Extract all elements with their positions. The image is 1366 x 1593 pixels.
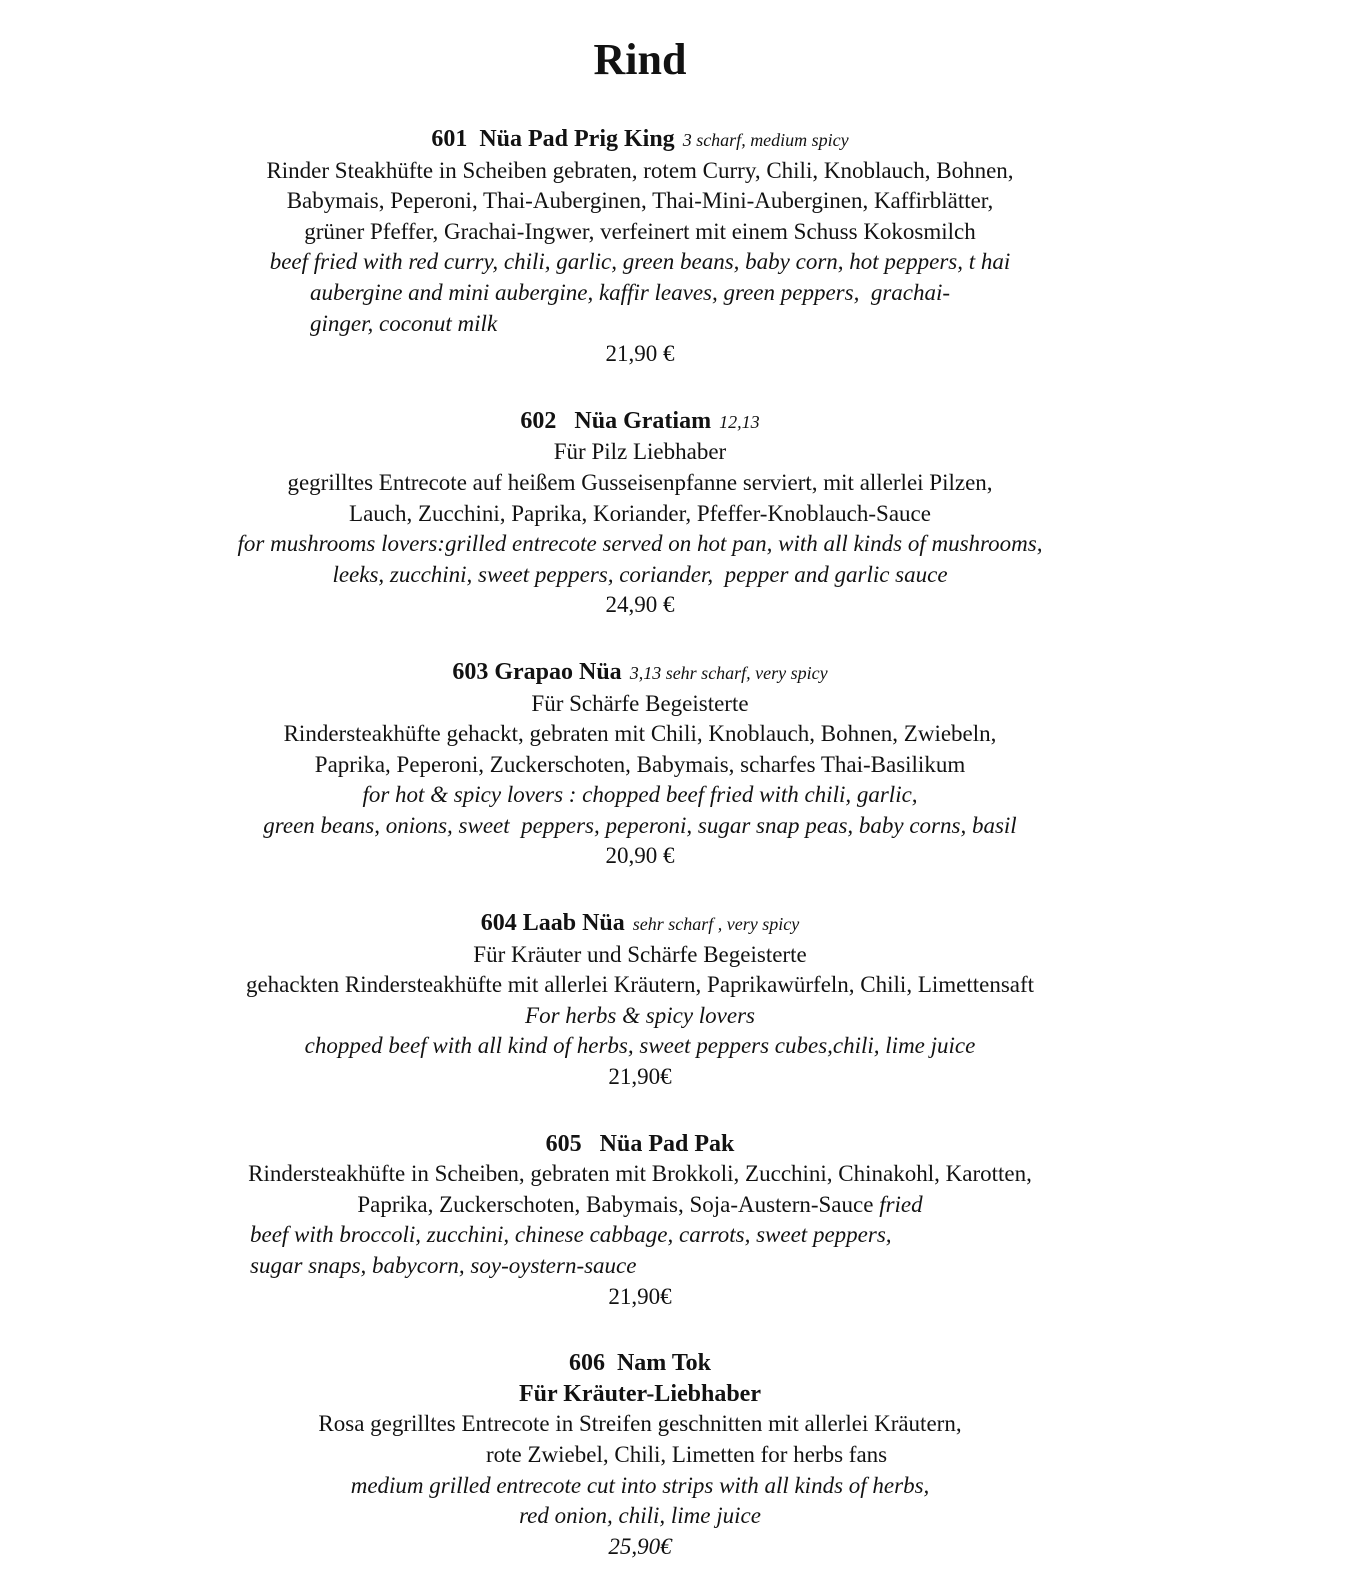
item-heading (0, 908, 1280, 940)
item-line-segment: Paprika, Zuckerschoten, Babymais, Soja-Austern-Sauce (357, 1191, 880, 1217)
item-line: Für Kräuter-Liebhaber (519, 1380, 761, 1407)
item-spice-note: 3,13 sehr scharf, very spicy (629, 662, 828, 683)
item-line: Lauch, Zucchini, Paprika, Koriander, Pfeffer-Knoblauch-Sauce (349, 500, 931, 526)
item-heading (0, 406, 1280, 438)
item-number-and-name: 602 Nüa Gratiam (520, 407, 712, 434)
item-line: Rindersteakhüfte in Scheiben, gebraten mit Brokkoli, Zucchini, Chinakohl, Karotten, (248, 1161, 1032, 1187)
menu-section-title: Rind (593, 35, 687, 84)
item-line-segment: fried (879, 1191, 923, 1217)
menu-item-606 (0, 1348, 1280, 1562)
item-spice-note: 12,13 (719, 411, 760, 432)
item-price: 25,90€ (608, 1533, 672, 1559)
item-price: 21,90€ (608, 1283, 672, 1309)
menu-item-605 (0, 1129, 1280, 1313)
item-line: Für Pilz Liebhaber (553, 439, 727, 465)
item-heading (0, 657, 1280, 689)
item-price: 24,90 € (605, 592, 675, 618)
item-heading (0, 124, 1280, 156)
item-line: medium grilled entrecote cut into strips with all kinds of herbs, (350, 1472, 930, 1498)
item-line: leeks, zucchini, sweet peppers, coriander, pepper and garlic sauce (332, 561, 948, 587)
item-line: gegrilltes Entrecote auf heißem Gusseisenpfanne serviert, mit allerlei Pilzen, (287, 469, 993, 495)
item-line: sugar snaps, babycorn, soy-oystern-sauce (250, 1253, 637, 1278)
item-line: Paprika, Peperoni, Zuckerschoten, Babymais, scharfes Thai-Basilikum (314, 751, 966, 777)
item-line: aubergine and mini aubergine, kaffir leaves, green peppers, grachai- (310, 279, 951, 305)
item-line: Rindersteakhüfte gehackt, gebraten mit Chili, Knoblauch, Bohnen, Zwiebeln, (283, 721, 997, 747)
item-price: 20,90 € (605, 843, 675, 869)
item-line: Für Kräuter und Schärfe Begeisterte (473, 941, 807, 967)
item-heading (0, 1129, 1280, 1160)
item-line: Babymais, Peperoni, Thai-Auberginen, Thai-Mini-Auberginen, Kaffirblätter, (286, 188, 994, 214)
item-line: Für Schärfe Begeisterte (531, 690, 749, 716)
menu-items (0, 124, 1280, 1562)
item-line: gehackten Rindersteakhüfte mit allerlei Kräutern, Paprikawürfeln, Chili, Limettensaft (245, 972, 1035, 998)
item-line (0, 1190, 1280, 1221)
item-number-and-name: 605 Nüa Pad Pak (545, 1130, 735, 1157)
item-spice-note: 3 scharf, medium spicy (682, 130, 849, 150)
item-spice-note: sehr scharf , very spicy (632, 914, 800, 935)
item-line: for mushrooms lovers:grilled entrecote served on hot pan, with all kinds of mushrooms, (237, 531, 1043, 557)
menu-page (0, 32, 1280, 1562)
item-price: 21,90 € (605, 341, 675, 367)
item-number-and-name: 606 Nam Tok (568, 1350, 712, 1377)
item-line: Rosa gegrilltes Entrecote in Streifen geschnitten mit allerlei Kräutern, (318, 1411, 962, 1437)
item-line: For herbs & spicy lovers (525, 1002, 755, 1028)
item-line: grüner Pfeffer, Grachai-Ingwer, verfeinert mit einem Schuss Kokosmilch (304, 218, 976, 244)
menu-item-604 (0, 908, 1280, 1093)
item-number-and-name: 601 Nüa Pad Prig King (431, 126, 675, 152)
item-line: beef fried with red curry, chili, garlic, green beans, baby corn, hot peppers, t hai (269, 249, 1011, 275)
item-line: beef with broccoli, zucchini, chinese cabbage, carrots, sweet peppers, (250, 1222, 892, 1248)
item-line: for hot & spicy lovers : chopped beef fried with chili, garlic, (362, 782, 918, 808)
menu-item-602 (0, 406, 1280, 621)
menu-item-603 (0, 657, 1280, 872)
item-heading (0, 1348, 1280, 1379)
item-line: Rinder Steakhüfte in Scheiben gebraten, rotem Curry, Chili, Knoblauch, Bohnen, (266, 157, 1014, 183)
item-price: 21,90€ (608, 1064, 672, 1090)
item-line: rote Zwiebel, Chili, Limetten for herbs fans (486, 1441, 888, 1467)
item-line: ginger, coconut milk (310, 310, 498, 336)
item-line: green beans, onions, sweet peppers, peperoni, sugar snap peas, baby corns, basil (263, 812, 1017, 838)
menu-item-601 (0, 124, 1280, 370)
item-number-and-name: 604 Laab Nüa (480, 910, 625, 937)
item-line: red onion, chili, lime juice (519, 1503, 761, 1529)
item-number-and-name: 603 Grapao Nüa (452, 658, 622, 685)
item-line: chopped beef with all kind of herbs, sweet peppers cubes,chili, lime juice (304, 1033, 976, 1059)
